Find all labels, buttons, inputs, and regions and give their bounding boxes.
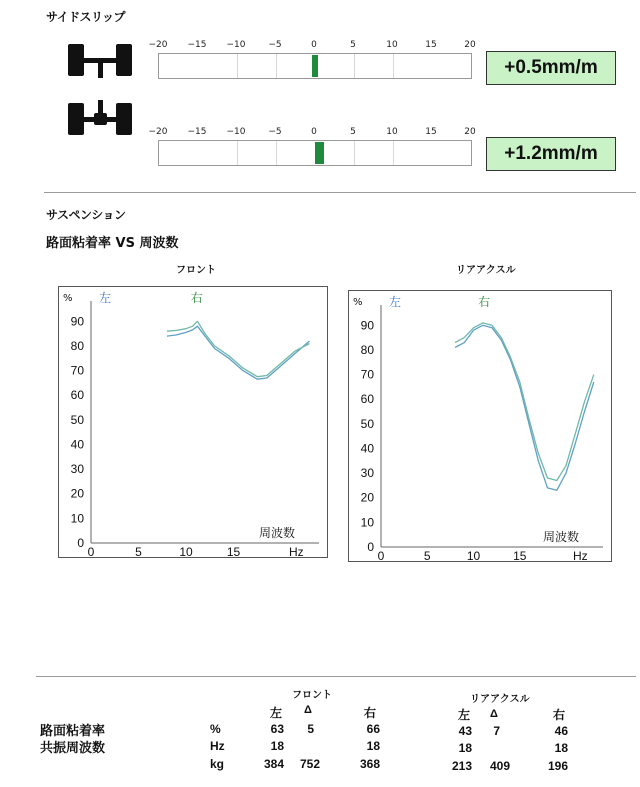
results-front-header: フロント (292, 690, 332, 701)
side-slip-title: サイドスリップ (46, 10, 126, 24)
front-slip-gauge (158, 53, 472, 79)
rear-hz-right: 18 (554, 741, 568, 755)
y-tick-label: 10 (360, 515, 374, 530)
col-rear-left: 左 (458, 708, 471, 722)
rear-slip-indicator (315, 142, 324, 164)
x-tick-label: 15 (226, 545, 241, 557)
rear-kg-delta: 409 (489, 759, 510, 773)
front-percent-left: 63 (270, 722, 284, 736)
y-tick-label: 40 (360, 441, 374, 456)
x-tick-label: 10 (179, 545, 193, 557)
scale-label: 5 (350, 40, 356, 50)
x-unit-label: Hz (573, 549, 588, 561)
x-tick-label: 15 (513, 549, 527, 561)
front-kg-delta: 752 (299, 757, 320, 771)
y-tick-label: 70 (360, 367, 374, 382)
rear-slip-gauge (158, 140, 472, 166)
unit-kg: kg (210, 757, 225, 771)
suspension-title: サスペンション (46, 208, 126, 222)
y-tick-label: 50 (70, 412, 84, 427)
rear-chart-plot (349, 291, 611, 561)
scale-label: −20 (148, 127, 168, 137)
y-tick-label: 30 (70, 462, 84, 477)
rear-chart (348, 290, 612, 562)
y-tick-label: 80 (360, 342, 374, 357)
y-tick-label: 0 (367, 540, 374, 554)
x-tick-label: 5 (423, 549, 431, 561)
y-tick-label: 40 (70, 437, 84, 452)
x-tick-label: 0 (377, 549, 385, 561)
front-percent-right: 66 (366, 722, 380, 736)
front-chart (58, 286, 328, 558)
scale-label: 10 (386, 40, 398, 50)
rear-slip-value: +1.2mm/m (486, 137, 616, 171)
scale-label: 10 (386, 127, 398, 137)
rear-percent-left: 43 (458, 724, 472, 738)
scale-label: −10 (226, 127, 246, 137)
series-line-right (455, 323, 594, 481)
y-tick-label: 70 (70, 363, 84, 378)
y-tick-label: 90 (70, 314, 84, 329)
front-kg-right: 368 (359, 757, 380, 771)
y-unit-label: % (63, 293, 73, 304)
x-tick-label: 0 (87, 545, 95, 557)
y-tick-label: 0 (77, 536, 84, 550)
series-line-left (455, 325, 594, 490)
front-chart-plot (59, 287, 327, 557)
rear-chart-title: リアアクスル (456, 265, 516, 276)
scale-label: −10 (226, 40, 246, 50)
divider (36, 676, 636, 677)
results-rear-header: リアアクスル (470, 694, 530, 705)
front-hz-left: 18 (270, 739, 284, 753)
unit-percent: % (210, 722, 221, 736)
scale-label: −5 (268, 127, 282, 137)
scale-label: 15 (425, 127, 437, 137)
scale-label: −20 (148, 40, 168, 50)
y-tick-label: 50 (360, 416, 374, 431)
col-front-left: 左 (270, 706, 283, 720)
scale-label: 20 (464, 127, 476, 137)
col-rear-right: 右 (553, 708, 566, 722)
scale-label: 5 (350, 127, 356, 137)
series-line-left (167, 326, 310, 379)
scale-label: 0 (311, 127, 317, 137)
legend-right: 右 (190, 291, 203, 305)
scale-label: 20 (464, 40, 476, 50)
scale-label: 0 (311, 40, 317, 50)
legend-left: 左 (99, 291, 112, 305)
legend-right: 右 (478, 295, 491, 309)
col-front-right: 右 (364, 706, 377, 720)
scale-label: 15 (425, 40, 437, 50)
rear-percent-right: 46 (554, 724, 568, 738)
rear-hz-left: 18 (458, 741, 472, 755)
row-label-adhesion: 路面粘着率 (40, 723, 106, 738)
x-unit-label: Hz (289, 545, 304, 557)
y-tick-label: 80 (70, 338, 84, 353)
y-tick-label: 20 (70, 486, 84, 501)
rear-gauge-scale (148, 127, 476, 139)
scale-label: −15 (187, 40, 207, 50)
suspension-subtitle: 路面粘着率 VS 周波数 (46, 236, 179, 251)
x-tick-label: 10 (466, 549, 481, 561)
col-rear-delta: Δ (490, 708, 498, 720)
front-hz-right: 18 (366, 739, 380, 753)
scale-label: −15 (187, 127, 207, 137)
rear-percent-delta: 7 (493, 724, 500, 738)
series-line-right (167, 321, 310, 376)
y-tick-label: 30 (360, 466, 374, 481)
col-front-delta: Δ (304, 704, 312, 716)
row-label-resonance: 共振周波数 (40, 740, 106, 755)
divider (44, 192, 636, 193)
front-axle-icon (62, 42, 138, 78)
unit-hz: Hz (210, 739, 225, 753)
x-axis-name: 周波数 (543, 530, 580, 544)
y-tick-label: 20 (360, 490, 374, 505)
front-gauge-scale (148, 40, 476, 52)
y-tick-label: 10 (70, 511, 84, 526)
front-kg-left: 384 (263, 757, 284, 771)
y-tick-label: 90 (360, 318, 374, 333)
y-unit-label: % (353, 297, 363, 308)
front-slip-indicator (312, 55, 318, 77)
front-chart-title: フロント (176, 265, 216, 276)
y-tick-label: 60 (360, 392, 374, 407)
rear-axle-icon (62, 100, 138, 136)
legend-left: 左 (389, 295, 402, 309)
scale-label: −5 (268, 40, 282, 50)
y-tick-label: 60 (70, 388, 84, 403)
front-slip-value: +0.5mm/m (486, 51, 616, 85)
x-tick-label: 5 (135, 545, 142, 557)
rear-kg-right: 196 (547, 759, 568, 773)
front-percent-delta: 5 (307, 722, 314, 736)
rear-kg-left: 213 (451, 759, 472, 773)
x-axis-name: 周波数 (259, 526, 296, 540)
